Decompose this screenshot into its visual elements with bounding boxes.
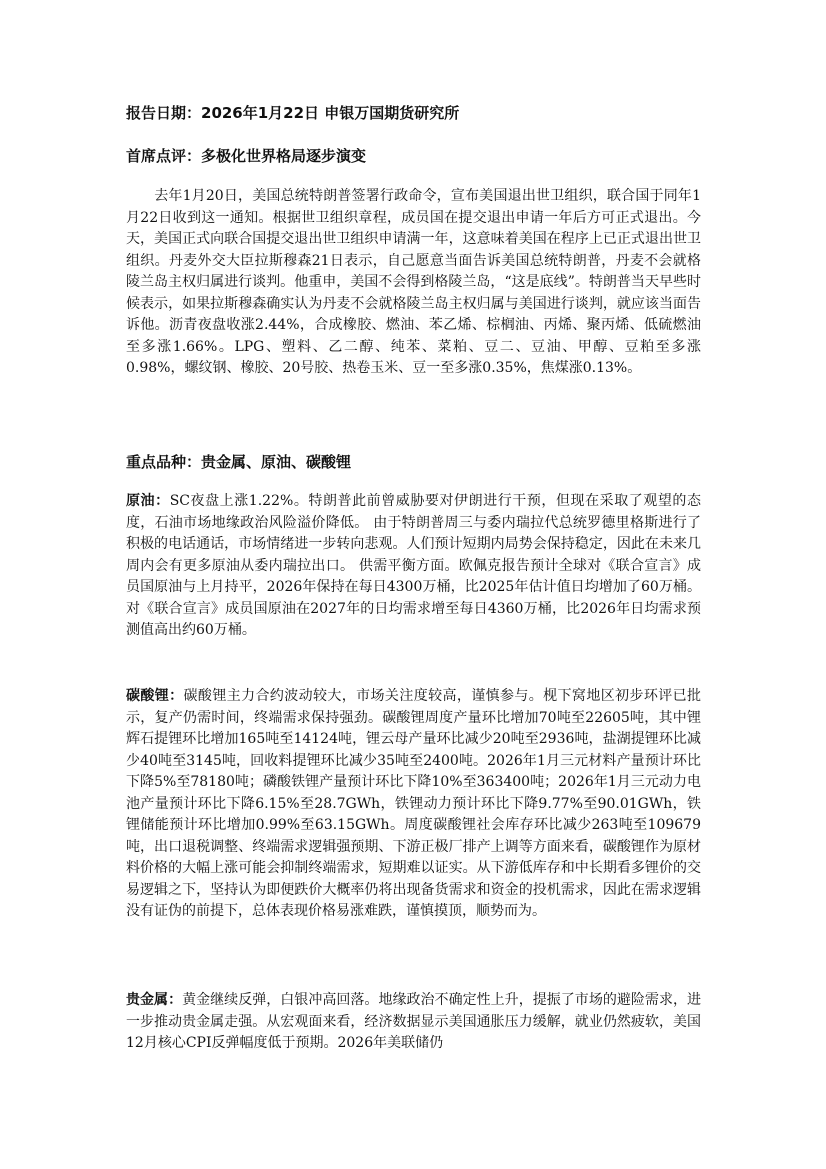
lithium-carbonate-paragraph — [126, 686, 701, 923]
precious-metals-label: 贵金属： — [126, 992, 183, 1008]
crude-oil-label: 原油： — [126, 493, 170, 509]
chief-comment-paragraph — [126, 186, 701, 380]
precious-metals-text: 黄金继续反弹，白银冲高回落。地缘政治不确定性上升，提振了市场的避险需求，进一步推动贵金属走强。从宏观面来看，经济数据显示美国通胀压力缓解，就业仍然疲软，美国12月核心CPI反弹幅度低于预期。2026年美联储仍 — [126, 992, 702, 1051]
key-varieties-heading: 重点品种：贵金属、原油、碳酸锂 — [126, 453, 352, 471]
report-date-line: 报告日期：2026年1月22日 申银万国期货研究所 — [126, 104, 460, 122]
chief-comment-heading: 首席点评：多极化世界格局逐步演变 — [126, 147, 367, 165]
lithium-carbonate-label: 碳酸锂： — [126, 688, 184, 704]
lithium-carbonate-text: 碳酸锂主力合约波动较大，市场关注度较高，谨慎参与。枧下窝地区初步环评已批示，复产仍需时间，终端需求保持强劲。碳酸锂周度产量环比增加70吨至22605吨，其中锂辉石提锂环比增加165吨至14124吨，锂云母产量环比减少20吨至2936吨，盐湖提锂环比减少40吨至3145吨，回收料提锂环比减少35吨至2400吨。2026年1月三元材料产量预计环比下降5%至78180吨；磷酸铁锂产量预计环比下降10%至363400吨；2026年1月三元动力电池产量预计环比下降6.15%至28.7GWh，铁锂动力预计环比下降9.77%至90.01GWh，铁锂储能预计环比增加0.99%至63.15GWh。周度碳酸锂社会库存环比减少263吨至109679吨，出口退税调整、终端需求逻辑强预期、下游正极厂排产上调等方面来看，碳酸锂作为原材料价格的大幅上涨可能会抑制终端需求，短期难以证实。从下游低库存和中长期看多锂价的交易逻辑之下，坚持认为即便跌价大概率仍将出现备货需求和资金的投机需求，因此在需求逻辑没有证伪的前提下，总体表现价格易涨难跌，谨慎摸顶，顺势而为。 — [126, 688, 702, 919]
chief-comment-text: 去年1月20日，美国总统特朗普签署行政命令，宣布美国退出世卫组织，联合国于同年1月22日收到这一通知。根据世卫组织章程，成员国在提交退出申请一年后方可正式退出。今天，美国正式向联合国提交退出世卫组织申请满一年，这意味着美国在程序上已正式退出世卫组织。丹麦外交大臣拉斯穆森21日表示，自己愿意当面告诉美国总统特朗普，丹麦不会就格陵兰岛主权归属进行谈判。他重申，美国不会得到格陵兰岛，“这是底线”。特朗普当天早些时候表示，如果拉斯穆森确实认为丹麦不会就格陵兰岛主权归属与美国进行谈判，就应该当面告诉他。沥青夜盘收涨2.44%，合成橡胶、燃油、苯乙烯、棕榈油、丙烯、聚丙烯、低硫燃油至多涨1.66%。LPG、塑料、乙二醇、纯苯、菜粕、豆二、豆油、甲醇、豆粕至多涨0.98%，螺纹钢、橡胶、20号胶、热卷玉米、豆一至多涨0.35%，焦煤涨0.13%。 — [126, 188, 701, 376]
crude-oil-text: SC夜盘上涨1.22%。特朗普此前曾威胁要对伊朗进行干预，但现在采取了观望的态度，石油市场地缘政治风险溢价降低。 由于特朗普周三与委内瑞拉代总统罗德里格斯进行了积极的电话通话，市场情绪进一步转向悲观。人们预计短期内局势会保持稳定，因此在未来几周内会有更多原油从委内瑞拉出口。 供需平衡方面。欧佩克报告预计全球对《联合宣言》成员国原油与上月持平，2026年保持在每日4300万桶，比2025年估计值日均增加了60万桶。对《联合宣言》成员国原油在2027年的日均需求增至每日4360万桶，比2026年日均需求预测值高出约60万桶。 — [126, 493, 701, 638]
crude-oil-paragraph — [126, 491, 701, 642]
precious-metals-paragraph — [126, 990, 701, 1055]
